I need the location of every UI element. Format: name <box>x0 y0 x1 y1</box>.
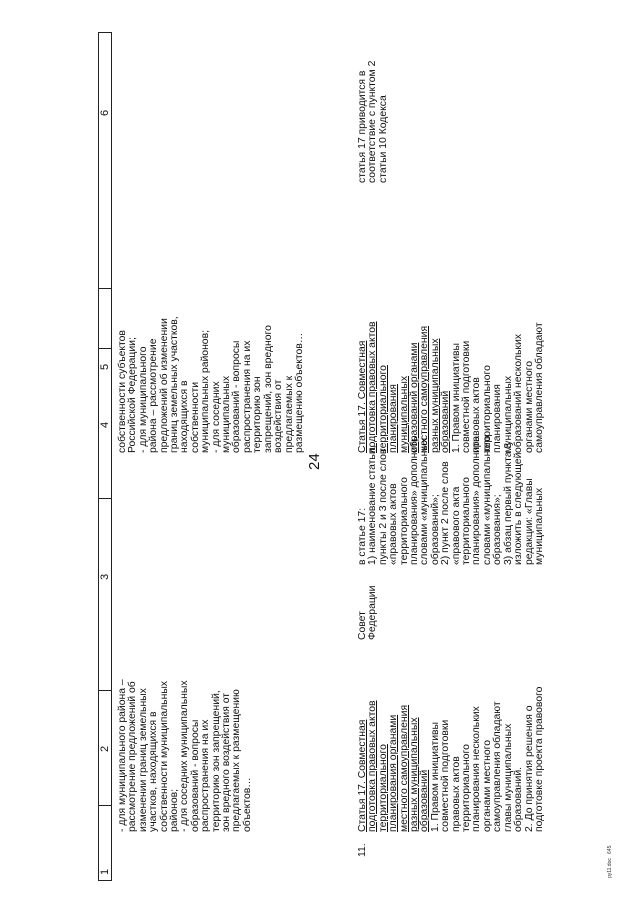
committee-comment: статья 17 приводится в соответствие с пунктом 2 статьи 10 Кодекса <box>357 60 389 183</box>
column-header-1: 1 <box>99 868 111 875</box>
header-rule <box>98 32 99 881</box>
document-footer: ру11.doc 645 <box>607 845 613 878</box>
header-divider <box>98 498 112 499</box>
column-header-5: 5 <box>99 363 111 370</box>
column-header-2: 2 <box>99 745 111 752</box>
amendment-text: в статье 17: 1) наименование статьи, пункты 2 и 3 после слов «правовых актов территориального планирования» дополнить словами «муниципальных образований»; 2) пункт 2 после слов «правового акта территориального планирования» дополнить словами «муниципального образования»; 3) абзац первый пункта 3 изложить в следующей редакции: «Главы муниципальных <box>357 435 545 565</box>
header-divider <box>98 288 112 289</box>
article-17-revised-body: 1. Правом инициативы совместной подготовки правовых актов территориального планирования муниципальных образований нескольких органами местного самоуправления обладают <box>450 322 545 453</box>
article-17-original <box>358 687 545 832</box>
article-17-revised-heading: Статья 17. Совместная подготовка правовых актов территориального планирования муниципальных образований органами местного самоуправления разных муниципальных образований <box>357 321 452 453</box>
column-header-4: 4 <box>99 421 111 428</box>
row-number: 11. <box>357 843 368 857</box>
column-header-6: 6 <box>99 109 111 116</box>
article-17-original-heading: Статья 17. Совместная подготовка правовых актов территориального планирования органами местного самоуправления разных муниципальных образований <box>357 700 431 832</box>
column-header-3: 3 <box>99 573 111 580</box>
row-continuation-col5: собственности субъектов Российской Федерации; - для муниципального района – рассмотрение предложений об изменении границ земельных участков, находящихся в собственности муниципальных районов; - для соседних муниципальных образований - вопросы распространения на их территорию зон запрещений, зон вредного воздействия от предлагаемых к размещению объектов… <box>117 316 305 453</box>
header-rule <box>98 880 112 881</box>
header-divider <box>98 348 112 349</box>
article-17-revised <box>358 321 545 453</box>
amendment-author: Совет Федерации <box>357 585 379 640</box>
header-rule <box>98 32 112 33</box>
page-number: 24 <box>306 453 323 470</box>
header-rule <box>111 32 112 881</box>
row-continuation-col2: - для муниципального района – рассмотрение предложений об изменении границ земельных участков, находящихся в собственности муниципальных районов; - для соседних муниципальных образований - вопросы распространения на их территорию зон запрещений, зон вредного воздействия от предлагаемых к размещению объектов… <box>117 679 253 832</box>
header-divider <box>98 690 112 691</box>
article-17-original-body: 1. Правом инициативы совместной подготовки правовых актов территориального планирования нескольких органами местного самоуправления обладают главы муниципальных образований. 2. До принятия решения о подготовке проекта правового <box>429 686 545 832</box>
header-divider <box>98 805 112 806</box>
